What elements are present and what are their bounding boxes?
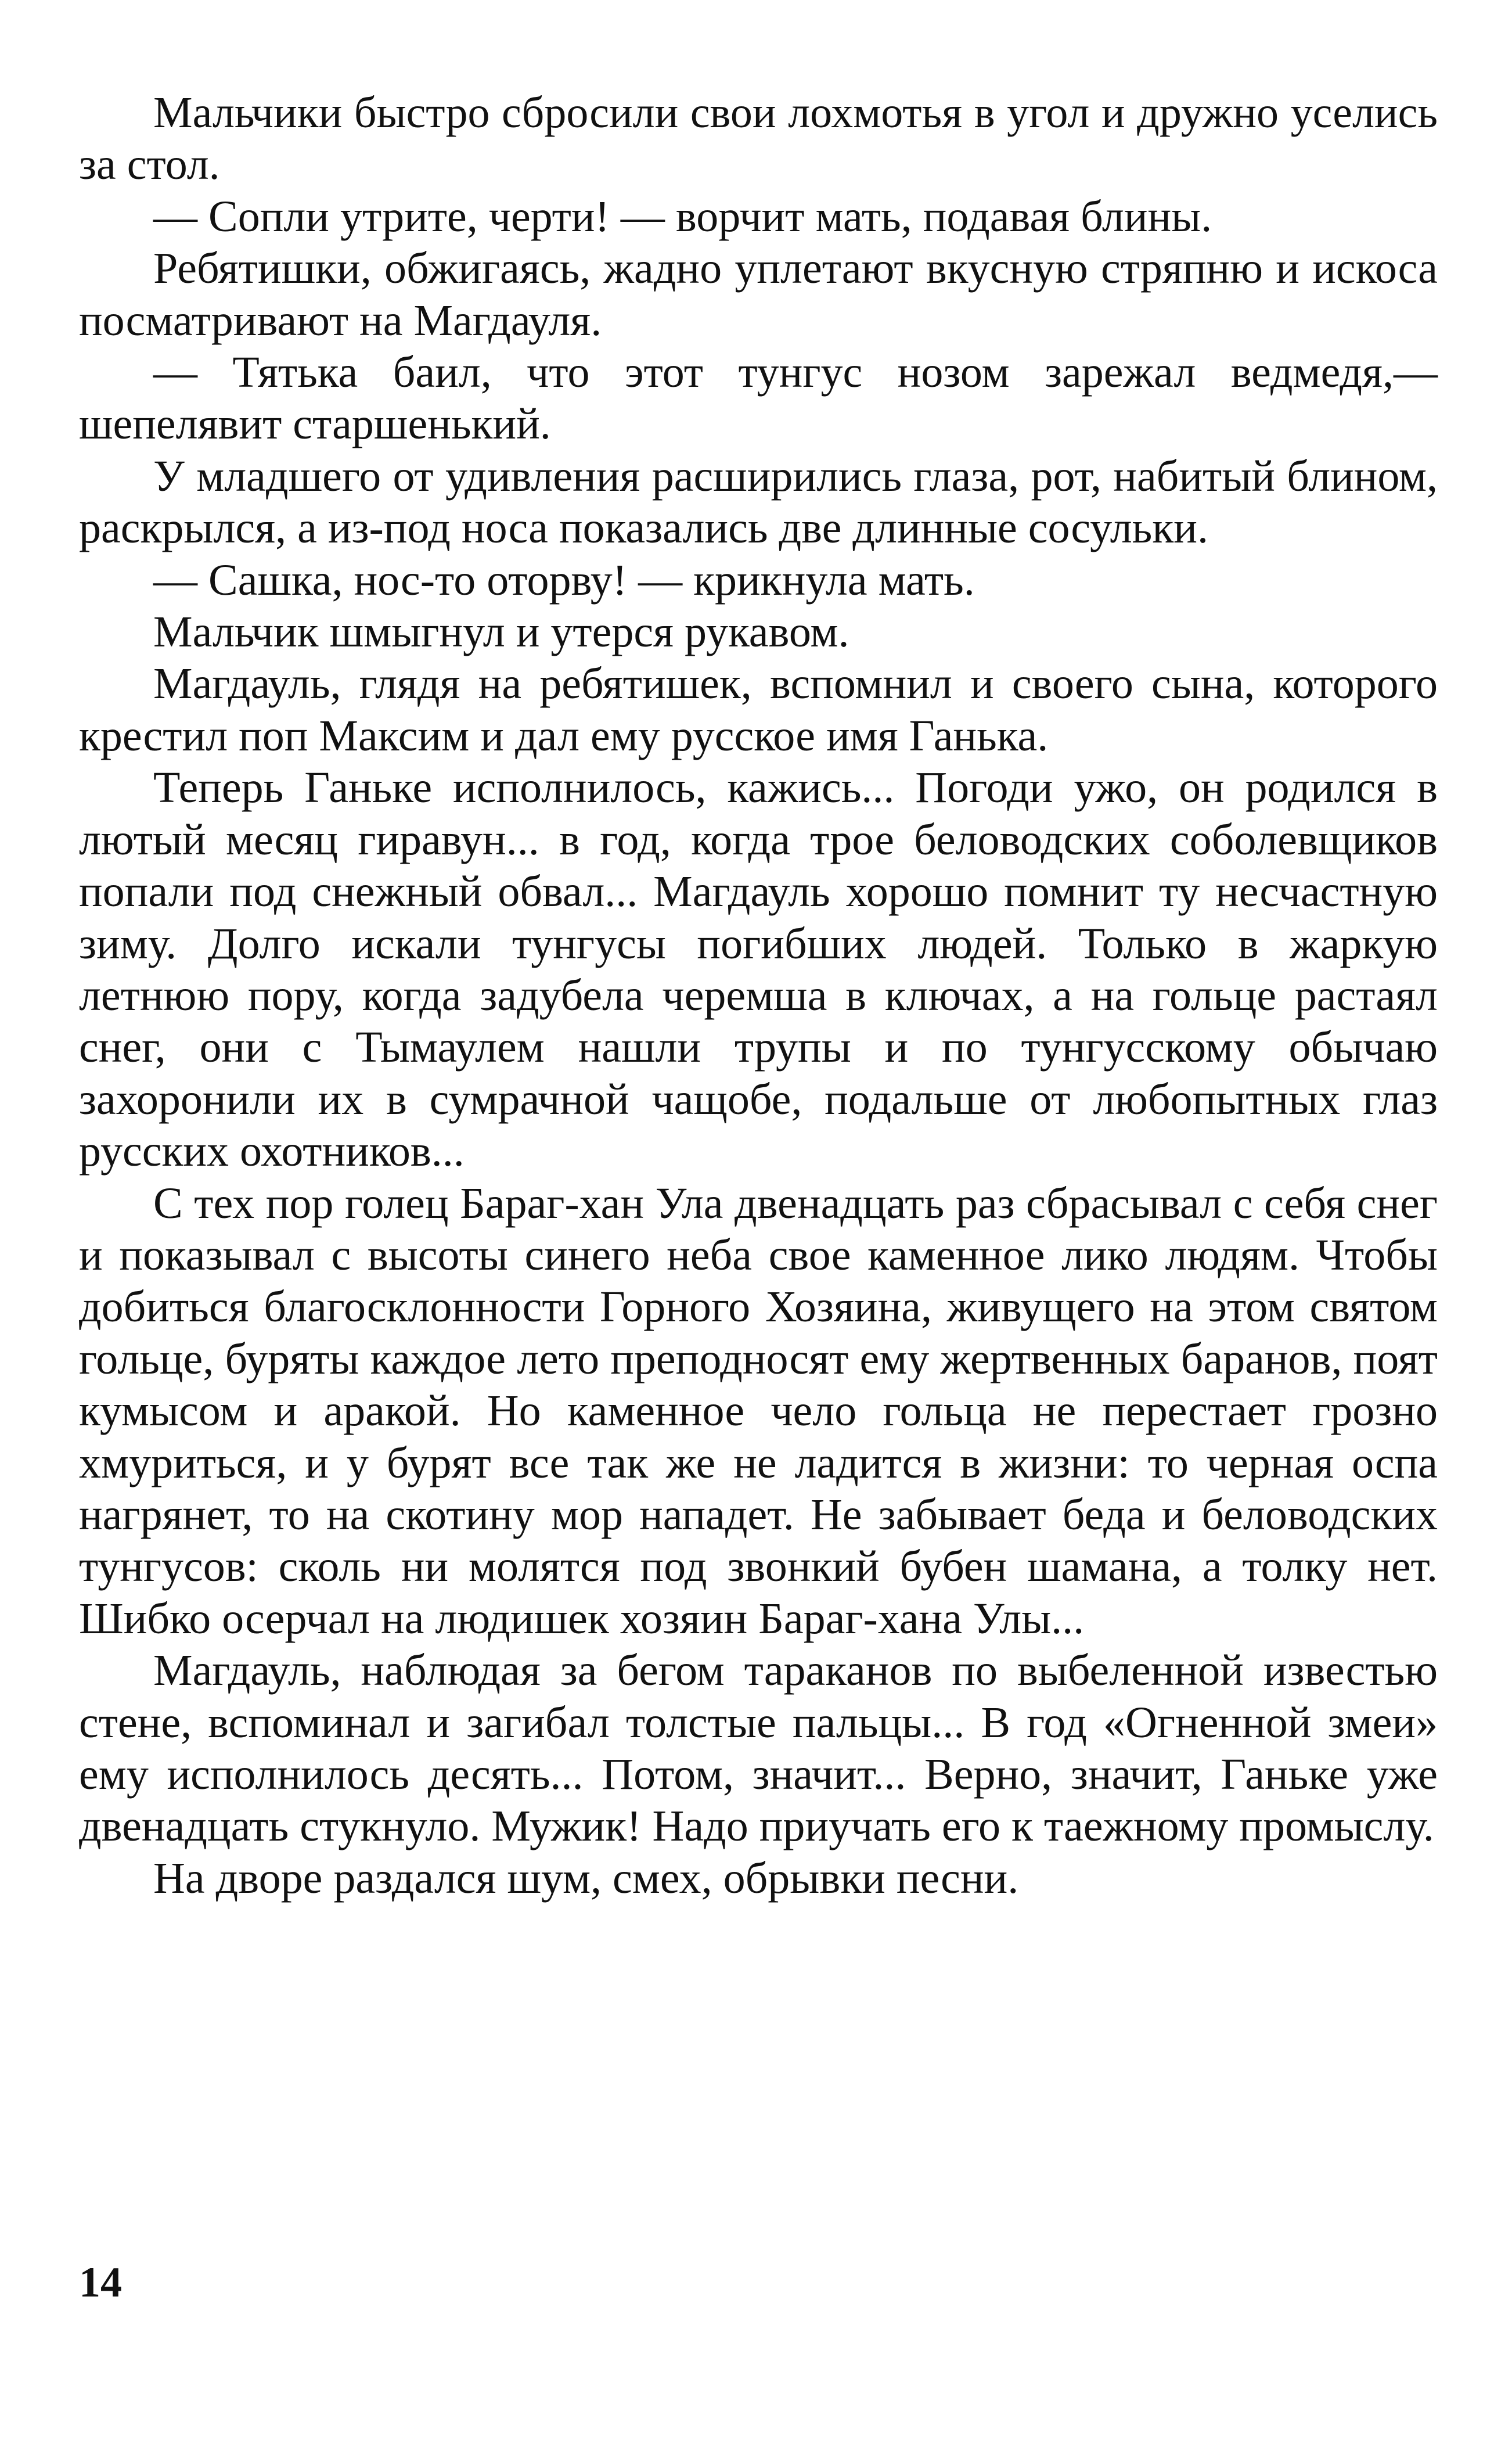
paragraph: На дворе раздался шум, смех, обрывки песни. <box>153 1853 1019 1903</box>
paragraph: Ребятишки, обжигаясь, жадно уплетают вкусную стряпню и искоса посматривают на Магдауля. <box>79 244 1438 345</box>
paragraph: С тех пор голец Бараг-хан Ула двенадцать раз сбрасывал с себя снег и показывал с высоты синего неба свое каменное лико людям. Чтобы добиться благосклонности Горного Хозяина, живущего на этом святом гольце, буряты каждое лето преподносят ему жертвенных баранов, поят кумысом и аракой. Но каменное чело гольца не перестает грозно хмуриться, и у бурят все так же не ладится в жизни: то черная оспа нагрянет, то на скотину мор нападет. Не забывает беда и беловодских тунгусов: сколь ни молятся под звонкий бубен шамана, а толку нет. Шибко осерчал на людишек хозяин Бараг-хана Улы... <box>79 1178 1438 1643</box>
paragraph: Магдауль, наблюдая за бегом тараканов по выбеленной известью стене, вспоминал и загибал толстые пальцы... В год «Огненной змеи» ему исполнилось десять... Потом, значит... Верно, значит, Ганьке уже двенадцать стукнуло. Мужик! Надо приучать его к таежному промыслу. <box>79 1646 1438 1851</box>
page-number: 14 <box>79 2259 122 2306</box>
paragraph: Теперь Ганьке исполнилось, кажись... Погоди ужо, он родился в лютый месяц гиравун... в год, когда трое беловодских соболевщиков попали под снежный обвал... Магдауль хорошо помнит ту несчастную зиму. Долго искали тунгусы погибших людей. Только в жаркую летнюю пору, когда задубела черемша в ключах, а на гольце растаял снег, они с Тымаулем нашли трупы и по тунгусскому обычаю захоронили их в сумрачной чащобе, подальше от любопытных глаз русских охотников... <box>79 763 1438 1176</box>
paragraph: Мальчик шмыгнул и утерся рукавом. <box>153 608 849 657</box>
paragraph: Магдауль, глядя на ребятишек, вспомнил и своего сына, которого крестил поп Максим и дал ему русское имя Ганька. <box>79 659 1438 760</box>
paragraph: — Сашка, нос-то оторву! — крикнула мать. <box>153 555 975 605</box>
page-body <box>79 87 1438 1904</box>
paragraph: — Сопли утрите, черти! — ворчит мать, подавая блины. <box>153 192 1212 241</box>
paragraph: У младшего от удивления расширились глаза, рот, набитый блином, раскрылся, а из-под носа показались две длинные сосульки. <box>79 451 1438 553</box>
paragraph: — Тятька баил, что этот тунгус нозом зарежал ведмедя,— шепелявит старшенький. <box>79 348 1438 449</box>
paragraph: Мальчики быстро сбросили свои лохмотья в угол и дружно уселись за стол. <box>79 88 1438 189</box>
